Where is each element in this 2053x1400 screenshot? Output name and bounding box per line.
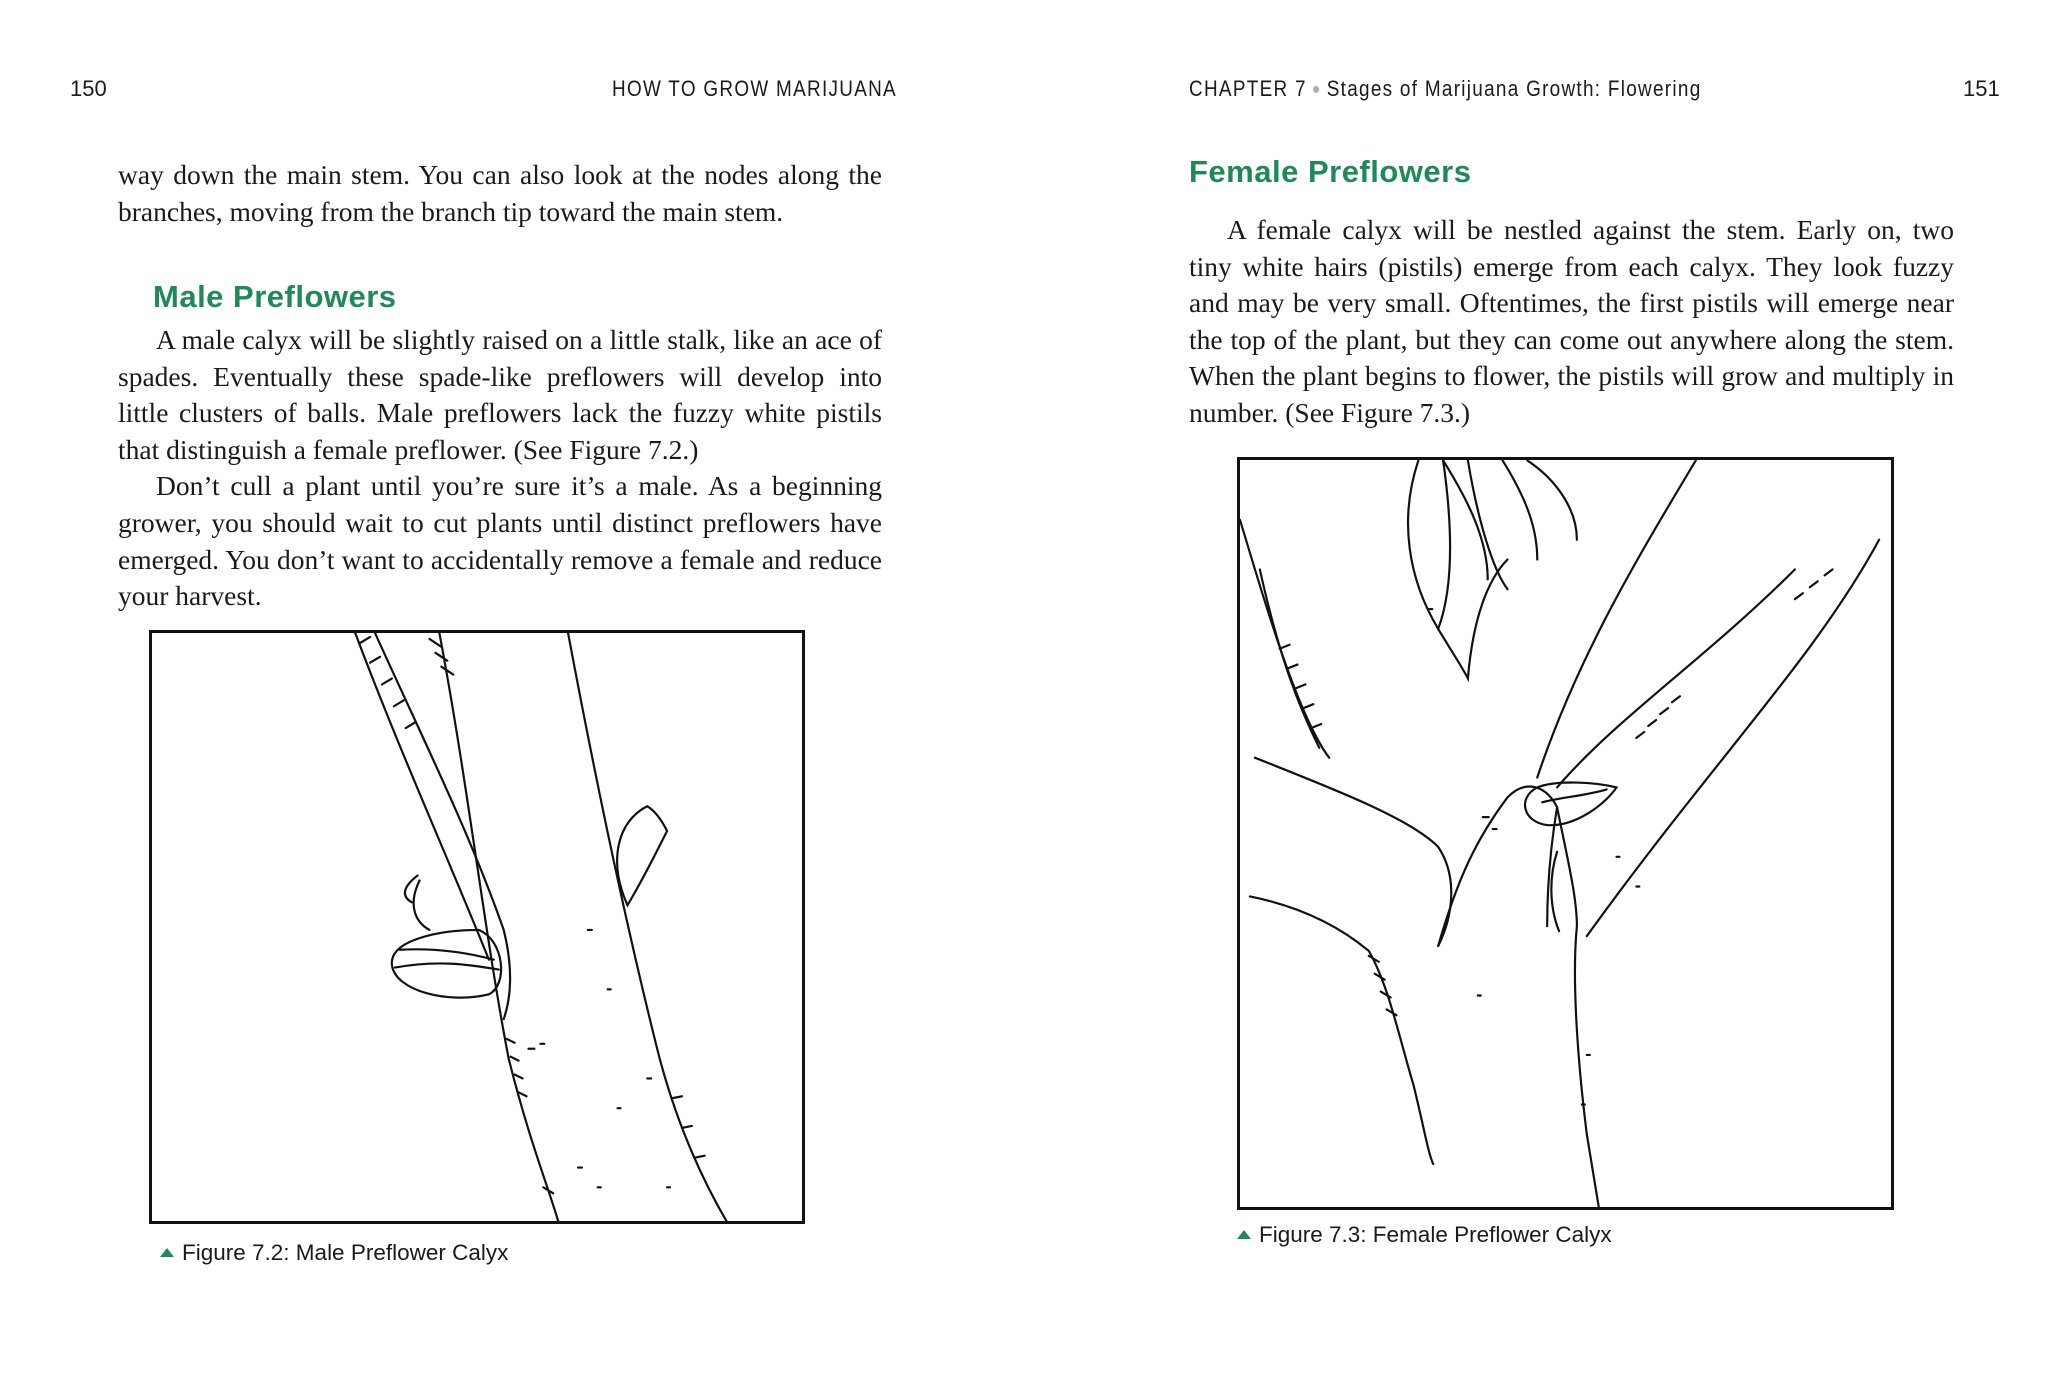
male-preflowers-heading: Male Preflowers (153, 279, 397, 314)
chapter-title: Stages of Marijuana Growth: Flowering (1326, 76, 1702, 101)
separator-dot-icon: ● (1311, 81, 1322, 98)
running-head-left: HOW TO GROW MARIJUANA (612, 76, 897, 101)
female-preflowers-heading: Female Preflowers (1189, 154, 1472, 189)
figure-7-2-male-calyx-illustration (149, 630, 805, 1224)
caption-triangle-icon (160, 1248, 174, 1257)
female-preflowers-body (1189, 212, 1954, 432)
male-paragraph-1: A male calyx will be slightly raised on a little stalk, like an ace of spades. Eventually these spade-like preflowers will develop into little clusters of balls. Male preflowers lack the fuzzy white pistils that distinguish a female preflower. (See Figure 7.2.) (118, 324, 882, 465)
female-paragraph-1: A female calyx will be nestled against the stem. Early on, two tiny white hairs (pistils) emerge from each calyx. They look fuzzy and may be very small. Oftentimes, the first pistils will emerge near the top of the plant, but they can come out anywhere along the stem. When the plant begins to flower, the pistils will grow and multiply in number. (See Figure 7.3.) (1189, 214, 1954, 428)
page-number-right: 151 (1963, 76, 2000, 101)
male-paragraph-2: Don’t cull a plant until you’re sure it’s a male. As a beginning grower, you should wait to cut plants until distinct preflowers have emerged. You don’t want to accidentally remove a female and reduce your harvest. (118, 470, 882, 612)
page-number-left: 150 (70, 76, 107, 101)
intro-paragraph: way down the main stem. You can also look at the nodes along the branches, moving from the branch tip toward the main stem. (118, 159, 882, 227)
female-calyx-line-drawing (1240, 460, 1891, 1207)
right-page (1026, 0, 2053, 1400)
figure-7-3-caption: Figure 7.3: Female Preflower Calyx (1237, 1222, 1612, 1248)
caption-triangle-icon (1237, 1230, 1251, 1239)
male-preflowers-body (118, 322, 882, 615)
male-calyx-line-drawing (152, 633, 802, 1221)
figure-7-3-female-calyx-illustration (1237, 457, 1894, 1210)
left-page (0, 0, 1026, 1400)
figure-7-2-caption: Figure 7.2: Male Preflower Calyx (160, 1240, 508, 1266)
running-head-right (1189, 76, 1702, 102)
chapter-label: CHAPTER 7 (1189, 76, 1307, 101)
